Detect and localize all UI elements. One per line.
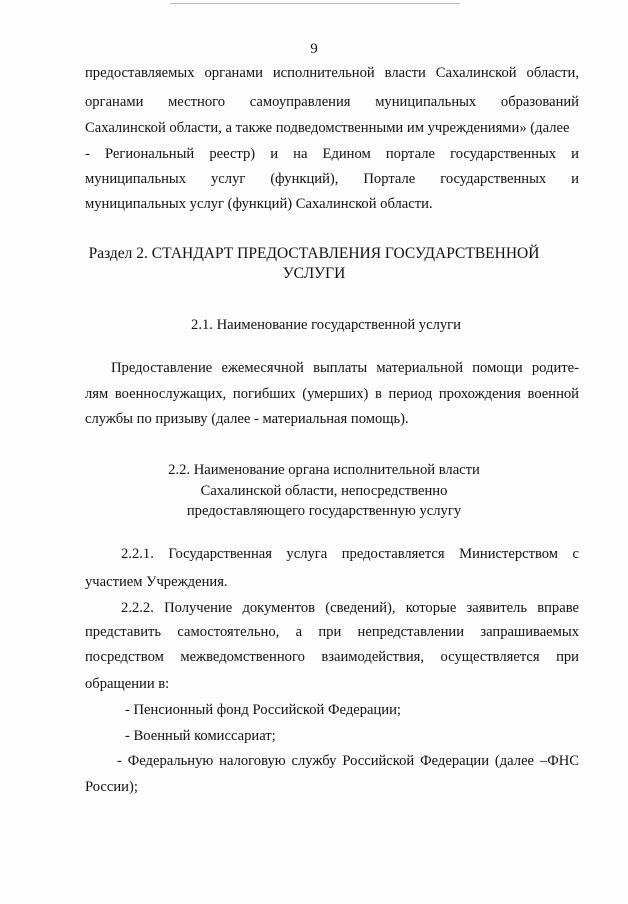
subsection-heading: 2.1. Наименование государственной услуги xyxy=(191,317,461,333)
top-edge-rule xyxy=(170,3,460,4)
section-title: Раздел 2. СТАНДАРТ ПРЕДОСТАВЛЕНИЯ ГОСУДАРСТВЕННОЙ xyxy=(88,245,540,262)
subsection-heading: предоставляющего государственную услугу xyxy=(186,503,462,519)
list-item: - Военный комиссариат; xyxy=(125,728,276,744)
paragraph-line: службы по призыву (далее - материальная помощь). xyxy=(85,411,409,427)
paragraph-line: муниципальных услуг (функций) Сахалинской области. xyxy=(85,196,433,212)
paragraph-line: лям военнослужащих, погибших (умерших) в период прохождения военной xyxy=(85,386,579,402)
paragraph-line: Сахалинской области, а также подведомственными им учреждениями» (далее xyxy=(85,120,570,136)
subsection-heading: Сахалинской области, непосредственно xyxy=(200,483,448,499)
paragraph-line: 2.2.2. Получение документов (сведений), которые заявитель вправе xyxy=(121,600,579,616)
paragraph-line: участием Учреждения. xyxy=(85,574,228,590)
paragraph-line: посредством межведомственного взаимодействия, осуществляется при xyxy=(85,649,579,665)
paragraph-line: 2.2.1. Государственная услуга предоставляется Министерством с xyxy=(121,546,579,562)
subsection-heading: 2.2. Наименование органа исполнительной власти xyxy=(168,462,480,478)
list-item: России); xyxy=(85,779,138,795)
paragraph-line: муниципальных услуг (функций), Портале государственных и xyxy=(85,171,579,187)
paragraph-line: - Региональный реестр) и на Едином портале государственных и xyxy=(85,146,579,162)
paragraph-line: органами местного самоуправления муниципальных образований xyxy=(85,94,579,110)
paragraph-line: представить самостоятельно, а при непредставлении запрашиваемых xyxy=(85,624,579,640)
paragraph-line: обращении в: xyxy=(85,676,170,692)
paragraph-line: Предоставление ежемесячной выплаты материальной помощи родите- xyxy=(111,360,579,376)
section-title: УСЛУГИ xyxy=(282,265,346,282)
list-item: - Пенсионный фонд Российской Федерации; xyxy=(125,702,401,718)
list-item: - Федеральную налоговую службу Российской Федерации (далее –ФНС xyxy=(117,753,579,769)
paragraph-line: предоставляемых органами исполнительной власти Сахалинской области, xyxy=(85,65,579,81)
page-number: 9 xyxy=(310,41,318,57)
